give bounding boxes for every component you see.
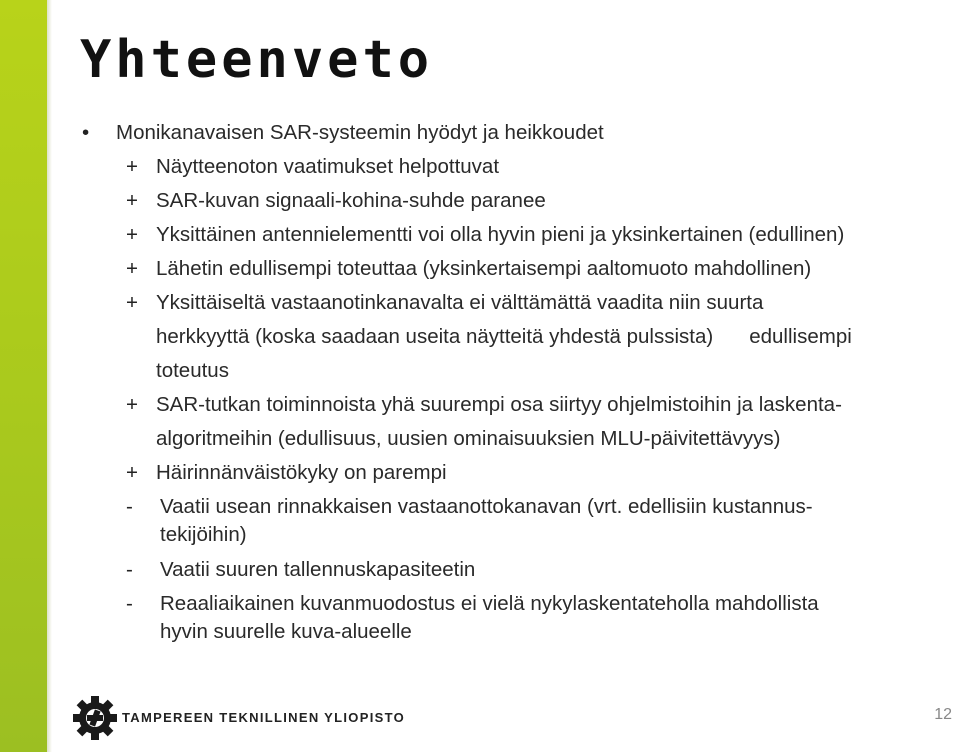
- list-item-text: SAR-tutkan toiminnoista yhä suurempi osa siirtyy ohjelmistoihin ja laskenta-: [156, 393, 842, 416]
- list-item: [82, 590, 957, 646]
- accent-sidebar-shadow: [47, 0, 52, 752]
- list-item: [82, 553, 957, 587]
- minus-mark: -: [126, 495, 133, 518]
- list-item-text: SAR-kuvan signaali-kohina-suhde paranee: [156, 189, 546, 212]
- list-item-text-continuation: hyvin suurelle kuva-alueelle: [160, 620, 412, 643]
- plus-mark: +: [126, 461, 138, 484]
- list-item-text-continuation: tekijöihin): [160, 523, 247, 546]
- plus-mark: +: [126, 257, 138, 280]
- list-item-text: Reaaliaikainen kuvanmuodostus ei vielä nykylaskentateholla mahdollista: [160, 592, 819, 615]
- slide-content: [82, 116, 957, 646]
- list-item-text: Näytteenoton vaatimukset helpottuvat: [156, 155, 500, 178]
- list-item-text: Vaatii suuren tallennuskapasiteetin: [160, 558, 476, 581]
- minus-mark: -: [126, 592, 133, 615]
- page-number: 12: [934, 706, 952, 723]
- plus-mark: +: [126, 223, 138, 246]
- list-item-text-segment: edullisempi: [749, 325, 852, 348]
- list-item-text: Yksittäiseltä vastaanotinkanavalta ei välttämättä vaadita niin suurta: [156, 291, 764, 314]
- accent-sidebar: [0, 0, 47, 752]
- list-item-text-segment: herkkyyttä (koska saadaan useita näytteitä yhdestä pulssista): [156, 325, 714, 348]
- university-name: TAMPEREEN TEKNILLINEN YLIOPISTO: [122, 710, 405, 725]
- list-item-text-continuation: algoritmeihin (edullisuus, uusien ominaisuuksien MLU-päivitettävyys): [156, 427, 781, 450]
- plus-mark: +: [126, 291, 138, 314]
- list-item-text: Häirinnänväistökyky on parempi: [156, 461, 447, 484]
- plus-mark: +: [126, 189, 138, 212]
- list-item: [82, 252, 957, 286]
- list-item-text: Vaatii usean rinnakkaisen vastaanottokanavan (vrt. edellisiin kustannus-: [160, 495, 813, 518]
- list-item-text-continuation: [156, 320, 957, 354]
- list-item-text: Lähetin edullisempi toteuttaa (yksinkertaisempi aaltomuoto mahdollinen): [156, 257, 812, 280]
- main-bullet: [82, 116, 957, 150]
- slide-title: Yhteenveto: [80, 30, 434, 90]
- plus-mark: +: [126, 393, 138, 416]
- list-item-text: Yksittäinen antennielementti voi olla hyvin pieni ja yksinkertainen (edullinen): [156, 223, 845, 246]
- bullet-mark: •: [82, 121, 90, 144]
- plus-mark: +: [126, 155, 138, 178]
- main-bullet-text: Monikanavaisen SAR-systeemin hyödyt ja heikkoudet: [116, 121, 604, 144]
- list-item: [82, 150, 957, 184]
- list-item-text-continuation: toteutus: [156, 359, 229, 382]
- list-item: [82, 456, 957, 490]
- list-item: [82, 184, 957, 218]
- list-item: [82, 286, 957, 388]
- list-item: [82, 388, 957, 456]
- list-item: [82, 218, 957, 252]
- minus-mark: -: [126, 558, 133, 581]
- list-item: [82, 493, 957, 549]
- gear-icon: [70, 693, 120, 743]
